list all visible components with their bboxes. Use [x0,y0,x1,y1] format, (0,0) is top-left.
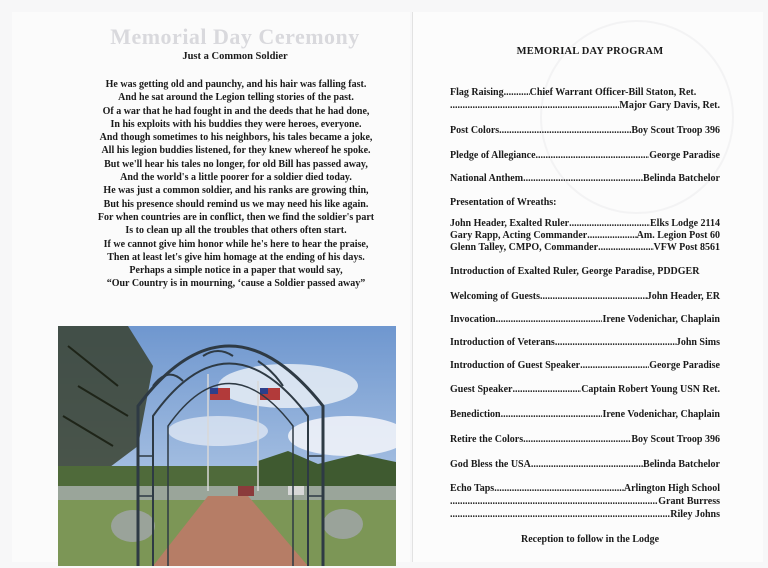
poem-line: All his legion buddies listened, for they knew whereof he spoke. [101,145,371,157]
wreath-line-3: Glenn Talley, CMPO, Commander ..... VFW Post 8561 [450,241,720,254]
echo-taps-line: Echo Taps ..... Arlington High School ..... Grant Burress ..... Riley Johns [450,482,720,521]
pledge-line: Pledge of Allegiance ..... George Paradise [450,149,720,162]
poem-line: And though sometimes to his neighbors, his tales became a joke, [99,132,373,144]
poem-body [66,78,406,291]
memorial-arch-photo [58,326,396,566]
poem-line: “Our Country is in mourning, ‘cause a Soldier passed away” [106,278,366,290]
poem-line: Of a war that he had fought in and the deeds that he had done, [102,105,370,117]
god-bless-line: God Bless the USA ..... Belinda Batchelor [450,458,720,471]
anthem-line: National Anthem ..... Belinda Batchelor [450,172,720,185]
poem-line: For when countries are in conflict, then we find the soldier's part [97,211,375,223]
wreath-line-2: Gary Rapp, Acting Commander ..... Am. Legion Post 60 [450,229,720,242]
poem-line: Is to clean up all the troubles that others often start. [125,225,347,237]
guest-speaker-line: Guest Speaker ..... Captain Robert Young USN Ret. [450,383,720,396]
poem-line: He was just a common soldier, and his ranks are growing thin, [103,185,369,197]
welcoming-line: Welcoming of Guests ..... John Header, ER [450,290,720,303]
retire-colors-line: Retire the Colors ..... Boy Scout Troop 396 [450,433,720,446]
poem-line: In his exploits with his buddies they were heroes, everyone. [110,118,362,130]
post-colors-line: Post Colors ..... Boy Scout Troop 396 [450,124,720,137]
intro-veterans-line: Introduction of Veterans ..... John Sims [450,336,720,349]
poem-line: Perhaps a simple notice in a paper that would say, [129,265,343,277]
invocation-line: Invocation ..... Irene Vodenichar, Chaplain [450,313,720,326]
poem-line: Then at least let's give him homage at the ending of his days. [107,251,365,263]
flag-raising-line: Flag Raising ..... Chief Warrant Officer-Bill Staton, Ret. ..... Major Gary Davis, Ret. [450,86,720,112]
reception-note: Reception to follow in the Lodge [520,534,660,545]
poem-line: But we'll hear his tales no longer, for old Bill has passed away, [104,158,368,170]
wreath-line-1: John Header, Exalted Ruler ..... Elks Lodge 2114 [450,217,720,230]
bleed-through-heading: Memorial Day Ceremony [110,24,360,49]
poem-line: And he sat around the Legion telling stories of the past. [118,92,354,104]
benediction-line: Benediction ..... Irene Vodenichar, Chaplain [450,408,720,421]
poem-line: He was getting old and paunchy, and his hair was falling fast. [105,79,367,90]
intro-exalted-ruler: Introduction of Exalted Ruler, George Paradise, PDDGER [450,266,700,277]
wreaths-heading: Presentation of Wreaths: [450,197,557,208]
poem-line: And the world's a little poorer for a soldier died today. [120,172,352,184]
poem-title: Just a Common Soldier [182,51,288,62]
poem-line: But his presence should remind us we may need his like again. [103,198,369,210]
intro-speaker-line: Introduction of Guest Speaker ..... George Paradise [450,359,720,372]
poem-line: If we cannot give him honor while he's here to hear the praise, [103,238,369,250]
program-title: MEMORIAL DAY PROGRAM [516,46,664,57]
